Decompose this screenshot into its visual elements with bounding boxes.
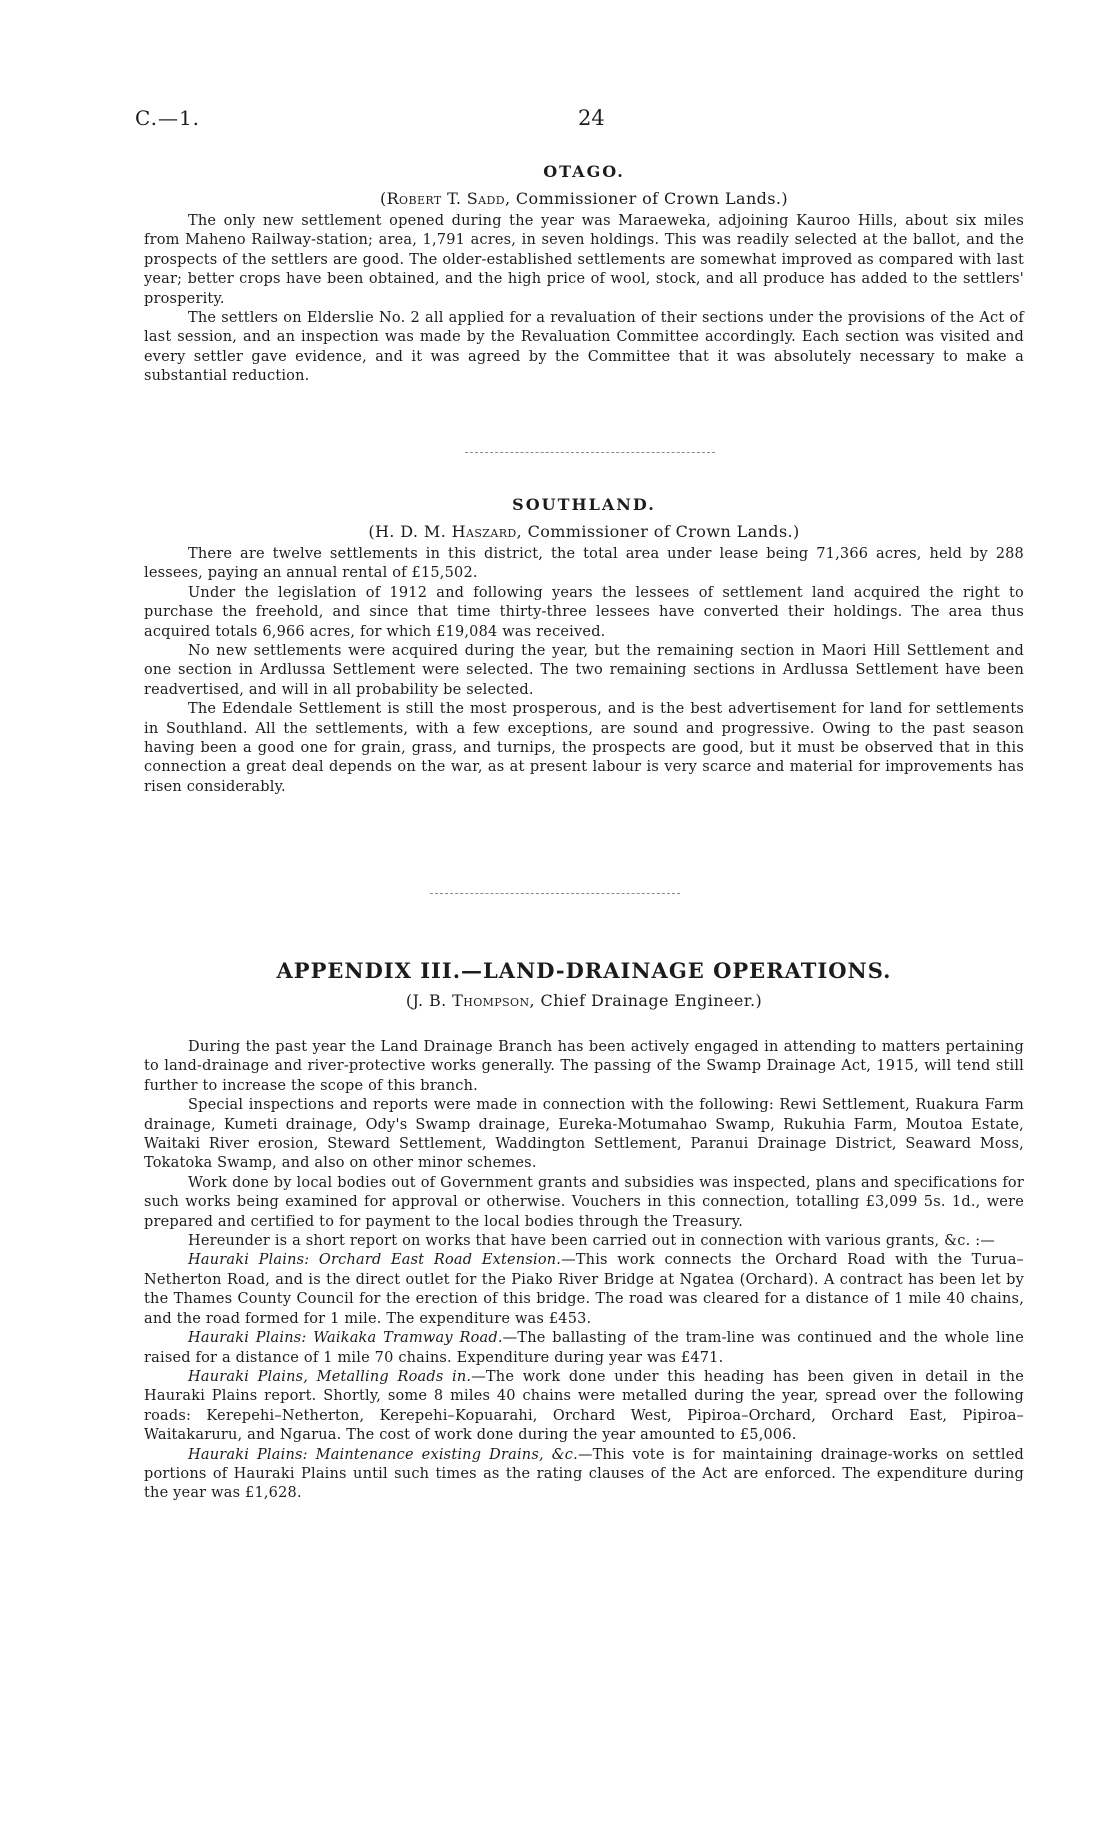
southland-commissioner-name: Haszard [451,522,517,541]
appendix-byline: (J. B. Thompson, Chief Drainage Engineer.) [405,991,763,1010]
otago-paragraph: The only new settlement opened during the year was Maraeweka, adjoining Kauroo Hills, about six miles from Maheno Railway-station; area, 1,791 acres, in seven holdings. This was readily selected at the ballot, and the prospects of the settlers are good. The older-established settlements are somewhat improved as compared with last year; better crops have been obtained, and the high price of wool, stock, and all produce has added to the settlers' prosperity. [144,213,1024,307]
appendix-paragraph: Hereunder is a short report on works that have been carried out in connection with various grants, &c. :— [188,1233,995,1250]
appendix-item-title: Hauraki Plains: Waikaka Tramway Road. [188,1330,503,1347]
appendix-item: Hauraki Plains: Maintenance existing Drains, &c.—This vote is for maintaining drainage-works on settled portions of Hauraki Plains until such times as the rating clauses of the Act are enforced. The expenditure during the year was £1,628. [144,1446,1024,1502]
otago-section [144,162,1024,387]
section-divider [430,893,680,894]
otago-commissioner-name: Robert T. Sadd [386,189,505,208]
appendix-paragraph: Work done by local bodies out of Government grants and subsidies was inspected, plans and specifications for such works being examined for approval or otherwise. Vouchers in this connection, totalling £3,099 5s. 1d., were prepared and certified to for payment to the local bodies through the Treasury. [144,1174,1024,1230]
otago-byline: (Robert T. Sadd, Commissioner of Crown Lands.) [379,189,789,208]
appendix-paragraph: Special inspections and reports were made in connection with the following: Rewi Settlement, Ruakura Farm drainage, Kumeti drainage, Ody's Swamp drainage, Eureka-Motumahao Swamp, Rukuhia Farm, Moutoa Estate, Waitaki River erosion, Steward Settlement, Waddington Settlement, Paranui Drainage District, Seaward Moss, Tokatoka Swamp, and also on other minor schemes. [144,1097,1024,1172]
appendix-item: Hauraki Plains, Metalling Roads in.—The work done under this heading has been given in detail in the Hauraki Plains report. Shortly, some 8 miles 40 chains were metalled during the year, spread over the following roads: Kerepehi–Netherton, Kerepehi–Kopuarahi, Orchard West, Pipiroa–Orchard, Orchard East, Pipiroa–Waitakaruru, and Ngarua. The cost of work done during the year amounted to £5,006. [144,1368,1024,1444]
appendix-item-title: Hauraki Plains, Metalling Roads in. [188,1368,472,1385]
appendix-item-title: Hauraki Plains: Maintenance existing Drains, &c. [188,1446,578,1463]
southland-heading: SOUTHLAND. [512,495,656,514]
otago-heading: OTAGO. [543,162,625,181]
appendix-paragraph: During the past year the Land Drainage Branch has been actively engaged in attending to matters pertaining to land-drainage and river-protective works generally. The passing of the Swamp Drainage Act, 1915, will tend still further to increase the scope of this branch. [144,1039,1024,1094]
southland-paragraph: There are twelve settlements in this district, the total area under lease being 71,366 acres, held by 288 lessees, paying an annual rental of £15,502. [144,546,1024,582]
southland-paragraph: No new settlements were acquired during the year, but the remaining section in Maori Hill Settlement and one section in Ardlussa Settlement were selected. The two remaining sections in Ardlussa Settlement have been readvertised, and will in all probability be selected. [144,643,1024,698]
appendix-title: APPENDIX III.—LAND-DRAINAGE OPERATIONS. [276,958,892,983]
otago-paragraph: The settlers on Elderslie No. 2 all applied for a revaluation of their sections under the provisions of the Act of last session, and an inspection was made by the Revaluation Committee accordingly. Each section was visited and every settler gave evidence, and it was agreed by the Committee that it was absolutely necessary to make a substantial reduction. [144,310,1024,385]
southland-section [144,495,1024,797]
southland-paragraph: The Edendale Settlement is still the most prosperous, and is the best advertisement for land for settlements in Southland. All the settlements, with a few exceptions, are sound and progressive. Owing to the past season having been a good one for grain, grass, and turnips, the prospects are good, but it must be observed that in this connection a great deal depends on the war, as at present labour is very scarce and material for improvements has risen considerably. [144,701,1024,795]
document-reference: C.—1. [135,106,201,130]
southland-byline: (H. D. M. Haszard, Commissioner of Crown Lands.) [368,522,800,541]
appendix-item-title: Hauraki Plains: Orchard East Road Extension. [188,1252,562,1269]
appendix-engineer-name: Thompson [452,991,530,1010]
appendix-section [144,958,1024,1504]
section-divider [465,452,715,453]
appendix-item: Hauraki Plains: Waikaka Tramway Road.—The ballasting of the tram-line was continued and the whole line raised for a distance of 1 mile 70 chains. Expenditure during year was £471. [144,1330,1024,1366]
appendix-item: Hauraki Plains: Orchard East Road Extension.—This work connects the Orchard Road with the Turua–Netherton Road, and is the direct outlet for the Piako River Bridge at Ngatea (Orchard). A contract has been let by the Thames County Council for the erection of this bridge. The road was cleared for a distance of 1 mile 40 chains, and the road formed for 1 mile. The expenditure was £453. [144,1252,1024,1327]
page-number: 24 [578,106,605,130]
southland-paragraph: Under the legislation of 1912 and following years the lessees of settlement land acquired the right to purchase the freehold, and since that time thirty-three lessees have converted their holdings. The area thus acquired totals 6,966 acres, for which £19,084 was received. [144,584,1024,640]
